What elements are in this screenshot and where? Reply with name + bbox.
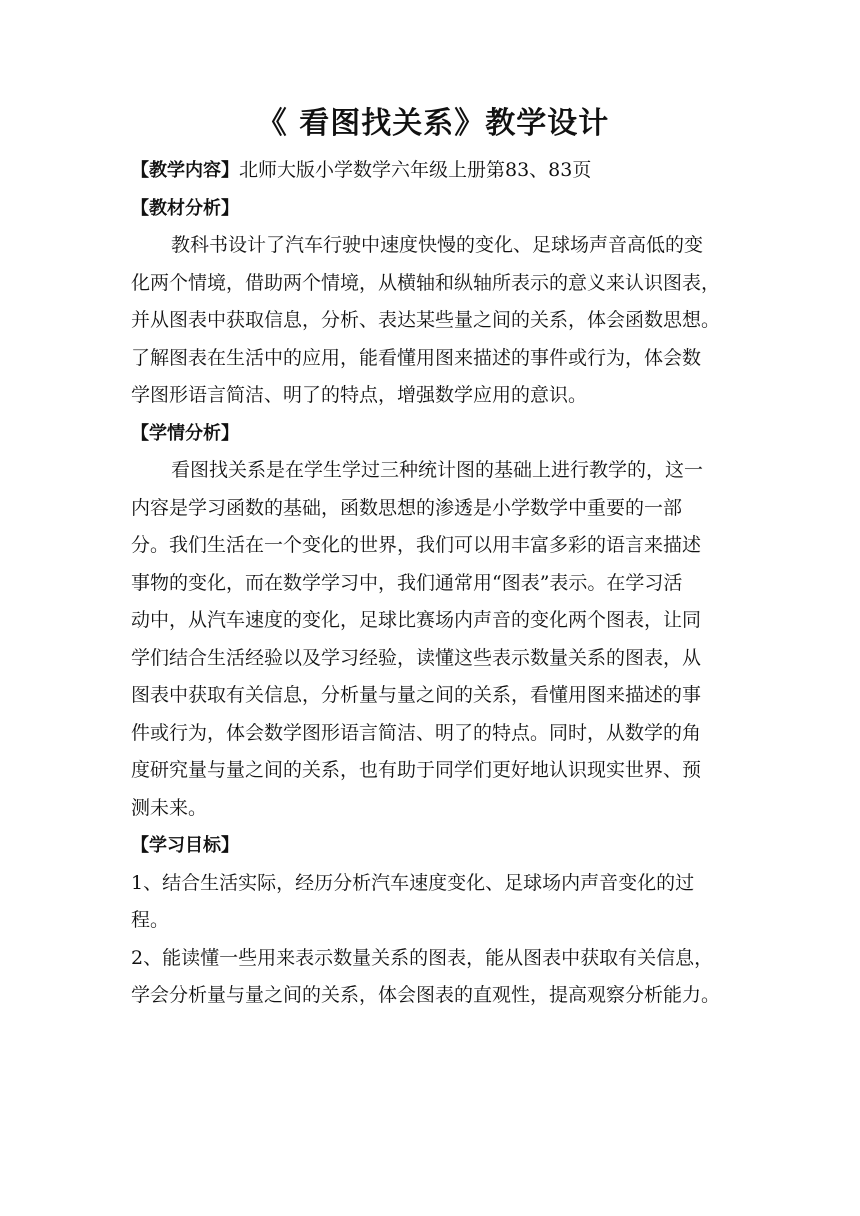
document-page [131,100,735,1015]
section-heading-learner-analysis: 【学情分析】 [131,422,239,444]
paragraph-line: 图表中获取有关信息，分析量与量之间的关系，看懂用图来描述的事 [131,684,702,706]
teaching-content-label: 【教学内容】 [131,160,239,181]
paragraph-line: 看图找关系是在学生学过三种统计图的基础上进行教学的，这一 [171,459,704,481]
paragraph-line: 件或行为，体会数学图形语言简洁、明了的特点。同时，从数学的角 [131,721,702,744]
paragraph-line: 并从图表中获取信息，分析、表达某些量之间的关系，体会函数思想。 [131,309,721,331]
paragraph-line: 事物的变化，而在数学学习中，我们通常用“图表”表示。在学习活 [131,571,683,594]
section-heading-textbook-analysis: 【教材分析】 [131,197,239,219]
paragraph-line: 教科书设计了汽车行驶中速度快慢的变化、足球场声音高低的变 [171,234,704,256]
objective-line: 程。 [131,909,170,931]
document-title: 《 看图找关系》教学设计 [256,106,610,141]
objective-line: 2、能读懂一些用来表示数量关系的图表，能从图表中获取有关信息， [131,946,714,969]
paragraph-line: 学图形语言简洁、明了的特点，增强数学应用的意识。 [131,384,588,406]
paragraph-line: 动中，从汽车速度的变化，足球比赛场内声音的变化两个图表，让同 [131,609,702,631]
paragraph-line: 测未来。 [131,796,208,819]
section-heading-learning-objectives: 【学习目标】 [131,835,239,856]
objective-line: 1、结合生活实际，经历分析汽车速度变化、足球场内声音变化的过 [131,871,695,894]
paragraph-line: 了解图表在生活中的应用，能看懂用图来描述的事件或行为，体会数 [131,346,702,369]
paragraph-line: 学们结合生活经验以及学习经验，读懂这些表示数量关系的图表，从 [131,646,702,669]
paragraph-line: 化两个情境，借助两个情境，从横轴和纵轴所表示的意义来认识图表， [131,271,721,294]
paragraph-line: 度研究量与量之间的关系，也有助于同学们更好地认识现实世界、预 [131,759,702,781]
paragraph-line: 分。我们生活在一个变化的世界，我们可以用丰富多彩的语言来描述 [131,534,702,556]
teaching-content-line [131,152,735,190]
teaching-content-text: 北师大版小学数学六年级上册第83、83页 [239,159,592,181]
paragraph-line: 内容是学习函数的基础，函数思想的渗透是小学数学中重要的一部 [131,496,683,519]
objective-line: 学会分析量与量之间的关系，体会图表的直观性，提高观察分析能力。 [131,984,721,1006]
